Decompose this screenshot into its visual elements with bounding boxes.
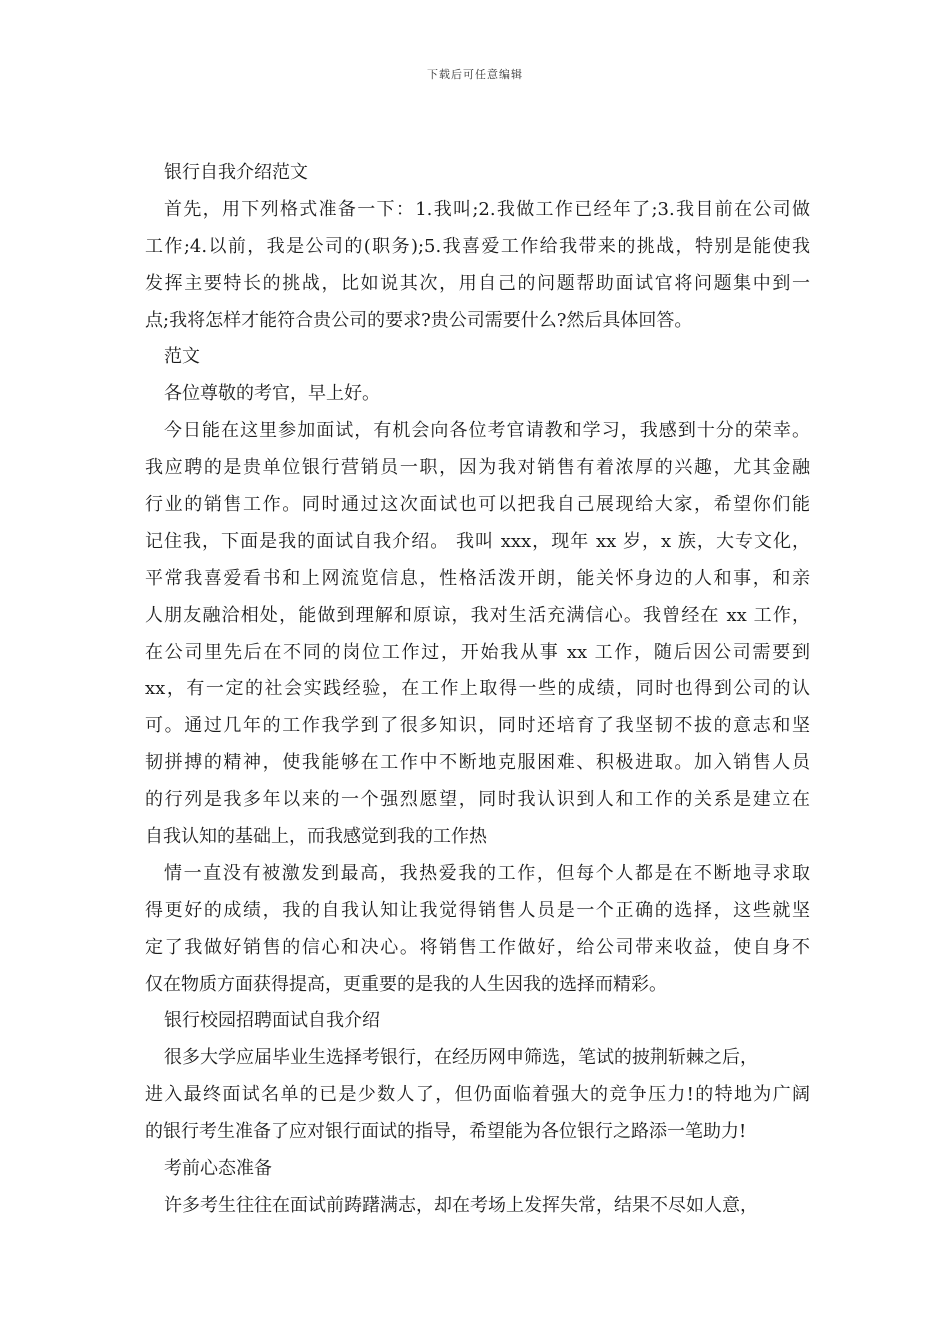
paragraph-line: 发挥主要特长的挑战，比如说其次，用自己的问题帮助面试官将问题集中到一 <box>145 272 810 294</box>
document-body <box>145 155 810 1225</box>
paragraph-line: 很多大学应届毕业生选择考银行，在经历网申筛选，笔试的披荆斩棘之后， <box>164 1047 758 1069</box>
paragraph-line: 的银行考生准备了应对银行面试的指导，希望能为各位银行之路添一笔助力! <box>145 1121 747 1143</box>
paragraph-line: 记住我，下面是我的面试自我介绍。 我叫 xxx，现年 xx 岁，x 族，大专文化， <box>145 530 810 552</box>
section-title: 银行校园招聘面试自我介绍 <box>164 1010 380 1032</box>
paragraph-line: 定了我做好销售的信心和决心。将销售工作做好，给公司带来收益，使自身不 <box>145 936 810 958</box>
section-title: 考前心态准备 <box>164 1158 272 1180</box>
section-title: 银行自我介绍范文 <box>164 162 308 183</box>
paragraph-line: 的行列是我多年以来的一个强烈愿望，同时我认识到人和工作的关系是建立在 <box>145 789 810 811</box>
paragraph-line: 人朋友融洽相处，能做到理解和原谅，我对生活充满信心。我曾经在 xx 工作， <box>145 604 810 626</box>
paragraph-line: 在公司里先后在不同的岗位工作过，开始我从事 xx 工作，随后因公司需要到 <box>145 641 810 663</box>
header-note: 下载后可任意编辑 <box>427 68 523 81</box>
paragraph-line: xx，有一定的社会实践经验，在工作上取得一些的成绩，同时也得到公司的认 <box>145 678 810 700</box>
paragraph-line: 我应聘的是贵单位银行营销员一职，因为我对销售有着浓厚的兴趣，尤其金融 <box>145 457 810 479</box>
paragraph-line: 仅在物质方面获得提高，更重要的是我的人生因我的选择而精彩。 <box>145 973 667 995</box>
paragraph-line: 点;我将怎样才能符合贵公司的要求?贵公司需要什么?然后具体回答。 <box>145 309 693 331</box>
paragraph-line: 可。通过几年的工作我学到了很多知识，同时还培育了我坚韧不拔的意志和坚 <box>145 715 810 737</box>
paragraph-line: 各位尊敬的考官，早上好。 <box>164 383 380 405</box>
paragraph-line: 得更好的成绩，我的自我认知让我觉得销售人员是一个正确的选择，这些就坚 <box>145 899 810 921</box>
paragraph-line: 首先，用下列格式准备一下：1.我叫;2.我做工作已经年了;3.我目前在公司做 <box>164 198 810 220</box>
paragraph-line: 工作;4.以前，我是公司的(职务);5.我喜爱工作给我带来的挑战，特别是能使我 <box>145 235 810 257</box>
paragraph-line: 今日能在这里参加面试，有机会向各位考官请教和学习，我感到十分的荣幸。 <box>164 420 810 442</box>
paragraph-line: 进入最终面试名单的已是少数人了，但仍面临着强大的竞争压力!的特地为广阔 <box>145 1084 810 1106</box>
paragraph-line: 平常我喜爱看书和上网流览信息，性格活泼开朗，能关怀身边的人和事，和亲 <box>145 567 810 589</box>
paragraph-line: 情一直没有被激发到最高，我热爱我的工作，但每个人都是在不断地寻求取 <box>164 862 810 884</box>
paragraph-line: 行业的销售工作。同时通过这次面试也可以把我自己展现给大家，希望你们能 <box>145 494 810 516</box>
paragraph-line: 自我认知的基础上，而我感觉到我的工作热 <box>145 826 487 848</box>
paragraph-line: 许多考生往往在面试前踌躇满志，却在考场上发挥失常，结果不尽如人意， <box>164 1194 758 1216</box>
section-title: 范文 <box>164 346 200 368</box>
paragraph-line: 韧拼搏的精神，使我能够在工作中不断地克服困难、积极进取。加入销售人员 <box>145 752 810 774</box>
